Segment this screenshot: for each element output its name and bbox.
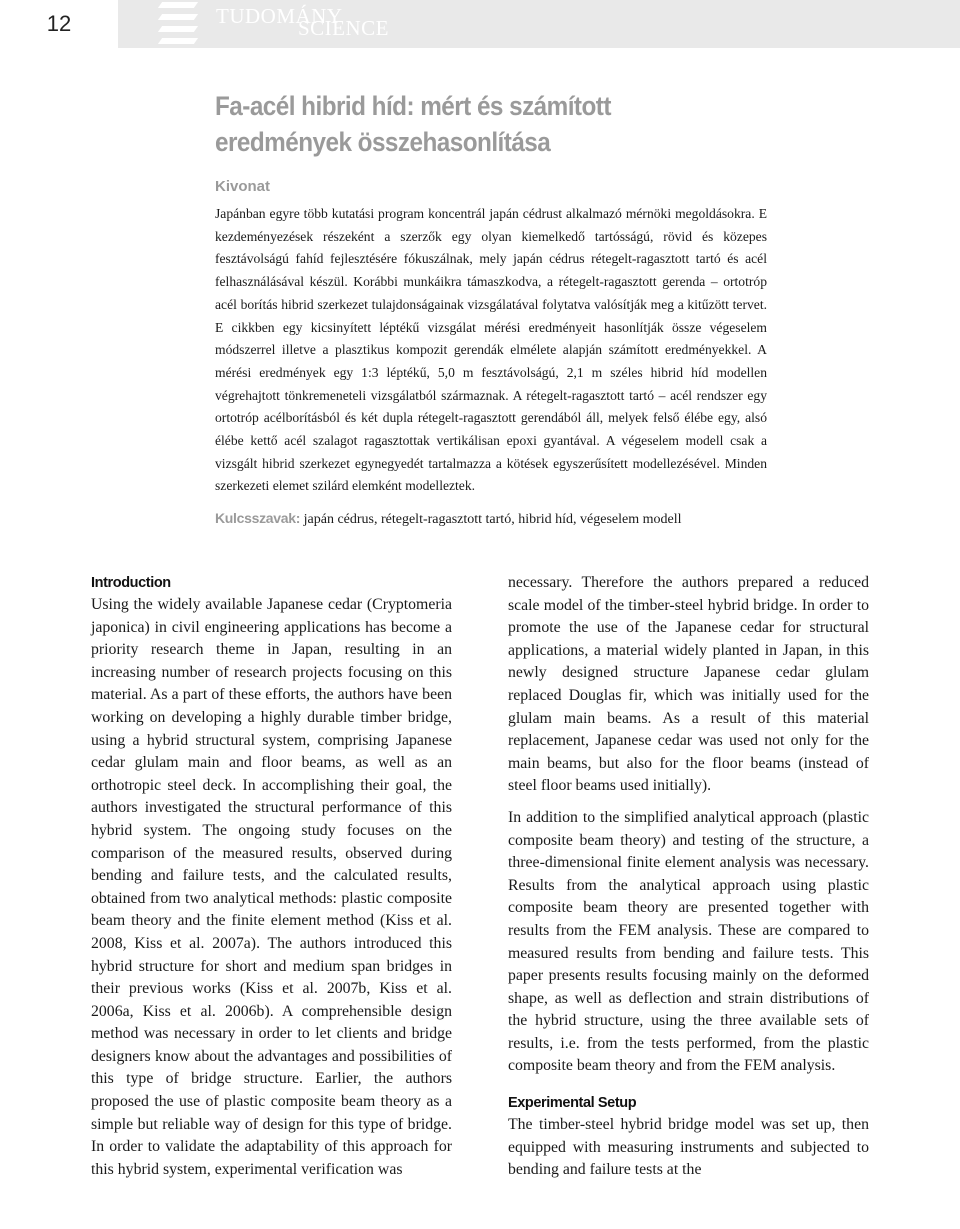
article-title: Fa-acél hibrid híd: mért és számított eredmények összehasonlítása — [215, 91, 611, 157]
experimental-setup-paragraph: The timber-steel hybrid bridge model was set up, then equipped with measuring instruments and subjected to bending and failure tests at the — [508, 1116, 869, 1179]
section-label-english: SCIENCE — [298, 16, 390, 40]
abstract-text: Japánban egyre több kutatási program koncentrál japán cédrust alkalmazó mérnöki megoldásokra. E kezdeményezések részeként a szerzők egy olyan kiemelkedő tartósságú, rövid és közepes fesztávolságú fahíd fejlesztésére fókuszálnak, mely japán cédrus rétegelt-ragasztott tartó és acél felhasználásával készül. Korábbi munkáikra támaszkodva, a rétegelt-ragasztott gerenda – ortotróp acél borítás hibrid szerkezet tulajdonságainak vizsgálatával folytatva valósítják meg a kitűzött tervet. E cikkben egy kicsinyített léptékű vizsgálat mérési eredményeit hasonlítják össze végeselem módszerrel illetve a plasztikus kompozit gerendák elmélete alapján számított eredményekkel. A mérési eredmények egy 1:3 léptékű, 5,0 m fesztávolságú, 2,1 m széles hibrid híd modellen végrehajtott tönkremeneteli vizsgálatból származnak. A rétegelt-ragasztott tartó – acél rendszer egy ortotróp acélborításból és két dupla rétegelt-ragasztott gerendából áll, melyek felső élébe egy, alsó élébe kettő acél szalagot ragasztottak vertikálisan epoxi gyantával. A végeselem modell csak a vizsgált hibrid szerkezet egynegyedét tartalmazza a kötések egyszerűsített modellezésével. Minden szerkezeti elemet szilárd elemként modelleztek. — [215, 206, 767, 494]
body-column-left — [91, 572, 452, 1181]
header-stripes-decoration — [160, 0, 196, 48]
experimental-setup-heading: Experimental Setup — [508, 1095, 637, 1112]
body-paragraph-1: necessary. Therefore the authors prepared a reduced scale model of the timber-steel hybrid bridge. In order to promote the use of the Japanese cedar for structural applications, a material widely planted in Japan, in this newly designed structure Japanese cedar glulam replaced Douglas fir, which was initially used for the glulam main beams. As a result of this material replacement, Japanese cedar was used not only for the main beams, but also for the floor beams (instead of steel floor beams used initially). — [508, 574, 869, 795]
page-number: 12 — [0, 0, 118, 48]
introduction-heading: Introduction — [91, 575, 171, 591]
body-column-right — [508, 572, 869, 1182]
section-label-hungarian: TUDOMÁNY — [216, 4, 343, 28]
page-header — [0, 0, 960, 48]
keywords-list: japán cédrus, rétegelt-ragasztott tartó, hibrid híd, végeselem modell — [303, 512, 682, 527]
body-paragraph-2: In addition to the simplified analytical approach (plastic composite beam theory) and testing of the structure, a three-dimensional finite element analysis was necessary. Results from the analytical approach using plastic composite beam theory are presented together with results from the FEM analysis. These are compared to measured results from bending and failure tests. This paper presents results focusing mainly on the deformed shape, as well as deflection and strain distributions of the hybrid structure, using the three available sets of results, i.e. from the tests performed, from the plastic composite beam theory and from the FEM analysis. — [508, 808, 869, 1075]
abstract-heading: Kivonat — [215, 178, 271, 195]
keywords-label: Kulcsszavak: — [215, 510, 301, 526]
introduction-paragraph: Using the widely available Japanese cedar (Cryptomeria japonica) in civil engineering applications has become a priority research theme in Japan, resulting in an increasing number of research projects focusing on this material. As a part of these efforts, the authors have been working on developing a highly durable timber bridge, using a hybrid structural system, comprising Japanese cedar glulam main and floor beams, as well as an orthotropic steel deck. In accomplishing their goal, the authors investigated the structural performance of this hybrid system. The ongoing study focuses on the comparison of the measured results, observed during bending and failure tests, and the calculated results, obtained from two analytical methods: plastic composite beam theory and the finite element method (Kiss et al. 2008, Kiss et al. 2007a). The authors introduced this hybrid structure for short and medium span bridges in their previous works (Kiss et al. 2007b, Kiss et al. 2006a, Kiss et al. 2006b). A comprehensible design method was necessary in order to let clients and bridge designers know about the advantages and possibilities of this type of bridge structure. Earlier, the authors proposed the use of plastic composite beam theory as a simple but reliable way of design for this type of bridge. In order to validate the adaptability of this approach for this hybrid system, experimental verification was — [91, 596, 452, 1178]
keywords — [215, 508, 775, 530]
